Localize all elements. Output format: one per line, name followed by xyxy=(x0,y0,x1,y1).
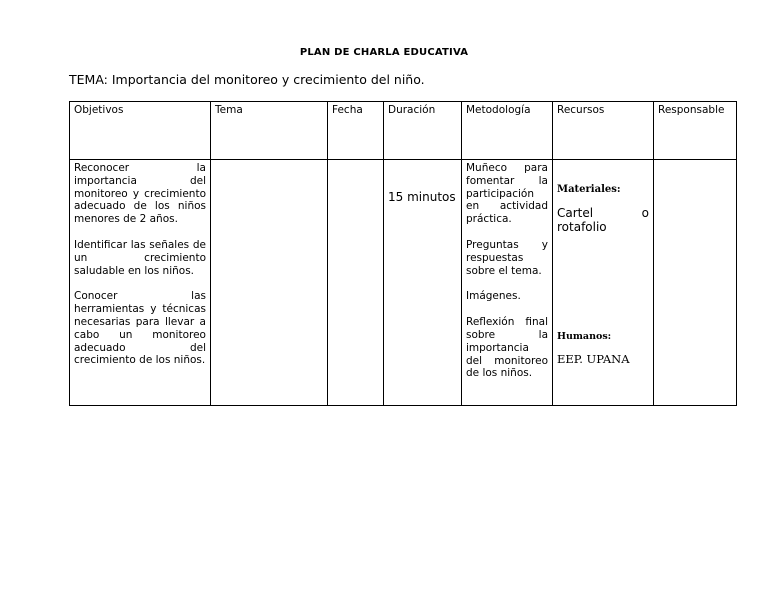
header-responsable: Responsable xyxy=(654,102,737,160)
cell-responsable xyxy=(654,160,737,406)
metodologia-item: Preguntas y respuestas sobre el tema. xyxy=(466,238,548,277)
materiales-value: Cartel o rotafolio xyxy=(557,205,649,234)
metodologia-item: Reflexión final sobre la importancia del monitoreo de los niños. xyxy=(466,316,548,380)
cell-duracion xyxy=(384,160,462,406)
header-recursos: Recursos xyxy=(553,102,654,160)
cell-fecha xyxy=(328,160,384,406)
objetivo-item: Identificar las señales de un crecimiento saludable en los niños. xyxy=(74,238,206,277)
table-row xyxy=(70,160,737,406)
tema-line: TEMA: Importancia del monitoreo y crecimiento del niño. xyxy=(69,72,425,87)
header-duracion: Duración xyxy=(384,102,462,160)
header-fecha: Fecha xyxy=(328,102,384,160)
duracion-value: 15 minutos xyxy=(388,190,456,204)
header-metodologia: Metodología xyxy=(462,102,553,160)
header-objetivos: Objetivos xyxy=(70,102,211,160)
objetivo-item: Reconocer la importancia del monitoreo y crecimiento adecuado de los niños menores de 2 años. xyxy=(74,162,206,226)
cell-recursos xyxy=(553,160,654,406)
metodologia-item: Muñeco para fomentar la participación en actividad práctica. xyxy=(466,162,548,226)
plan-table xyxy=(69,101,737,406)
humanos-value: EEP. UPANA xyxy=(557,351,630,366)
table-header-row xyxy=(70,102,737,160)
document-title: PLAN DE CHARLA EDUCATIVA xyxy=(299,47,469,58)
metodologia-item: Imágenes. xyxy=(466,290,521,303)
humanos-label: Humanos: xyxy=(557,330,612,342)
cell-metodologia xyxy=(462,160,553,406)
header-tema: Tema xyxy=(211,102,328,160)
cell-objetivos xyxy=(70,160,211,406)
objetivo-item: Conocer las herramientas y técnicas necesarias para llevar a cabo un monitoreo adecuado del crecimiento de los niños. xyxy=(74,290,206,367)
cell-tema xyxy=(211,160,328,406)
materiales-label: Materiales: xyxy=(557,184,621,195)
